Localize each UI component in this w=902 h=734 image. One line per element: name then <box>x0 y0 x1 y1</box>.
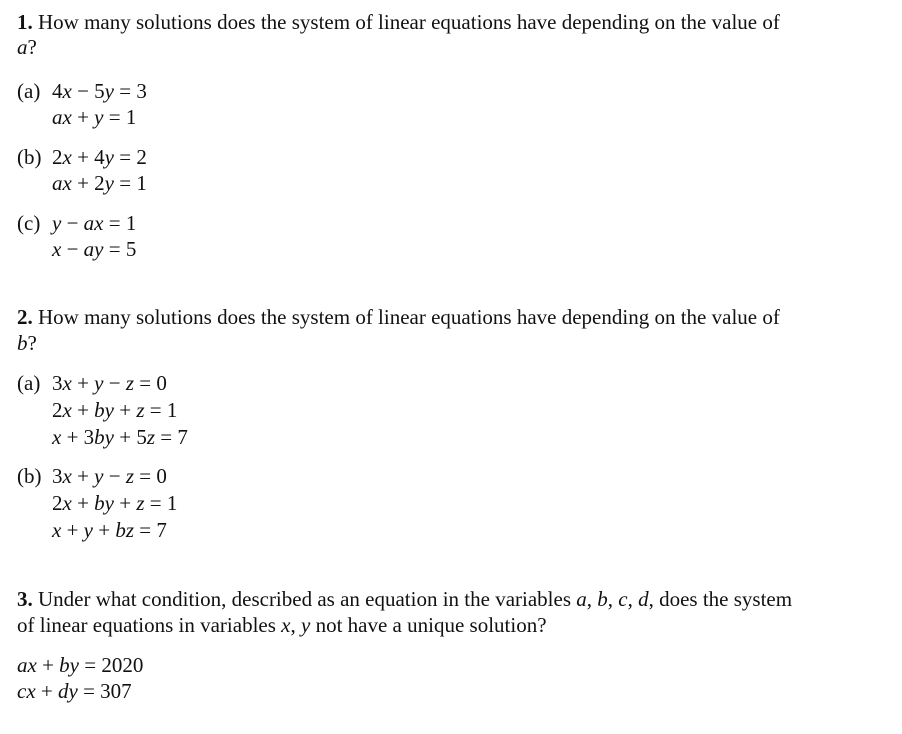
equation: 4x − 5y = 3 <box>52 79 147 103</box>
statement-text: a? <box>17 35 37 59</box>
part-c <box>17 211 136 235</box>
part-b <box>17 464 167 488</box>
part-label: (b) <box>17 464 42 488</box>
part-label: (b) <box>17 145 42 169</box>
equation: x − ay = 5 <box>52 237 137 261</box>
statement-text: How many solutions does the system of linear equations have depending on the value of <box>38 10 780 34</box>
equation: 2x + by + z = 1 <box>52 491 178 515</box>
part-label: (a) <box>17 79 41 103</box>
equation: ax + 2y = 1 <box>52 171 147 195</box>
equation: 2x + 4y = 2 <box>52 145 147 169</box>
problem-2-statement <box>17 305 780 329</box>
equation: cx + dy = 307 <box>17 679 132 703</box>
equation: x + y + bz = 7 <box>52 518 167 542</box>
part-label: (c) <box>17 211 41 235</box>
problem-1-statement <box>17 10 780 34</box>
equation: 3x + y − z = 0 <box>52 464 167 488</box>
problem-number: 2. <box>17 305 33 329</box>
statement-text: of linear equations in variables x, y not have a unique solution? <box>17 613 547 637</box>
equation: ax + by = 2020 <box>17 653 144 677</box>
problem-number: 1. <box>17 10 33 34</box>
statement-text: Under what condition, described as an equation in the variables a, b, c, d, does the system <box>38 587 793 611</box>
statement-text: How many solutions does the system of linear equations have depending on the value of <box>38 305 780 329</box>
equation: ax + y = 1 <box>52 105 137 129</box>
equation: 3x + y − z = 0 <box>52 371 167 395</box>
problem-3-statement <box>17 587 792 611</box>
equation: y − ax = 1 <box>52 211 137 235</box>
problem-number: 3. <box>17 587 33 611</box>
part-a <box>17 79 147 103</box>
part-a <box>17 371 167 395</box>
equation: x + 3by + 5z = 7 <box>52 425 188 449</box>
part-b <box>17 145 147 169</box>
statement-text: b? <box>17 331 37 355</box>
part-label: (a) <box>17 371 41 395</box>
equation: 2x + by + z = 1 <box>52 398 178 422</box>
